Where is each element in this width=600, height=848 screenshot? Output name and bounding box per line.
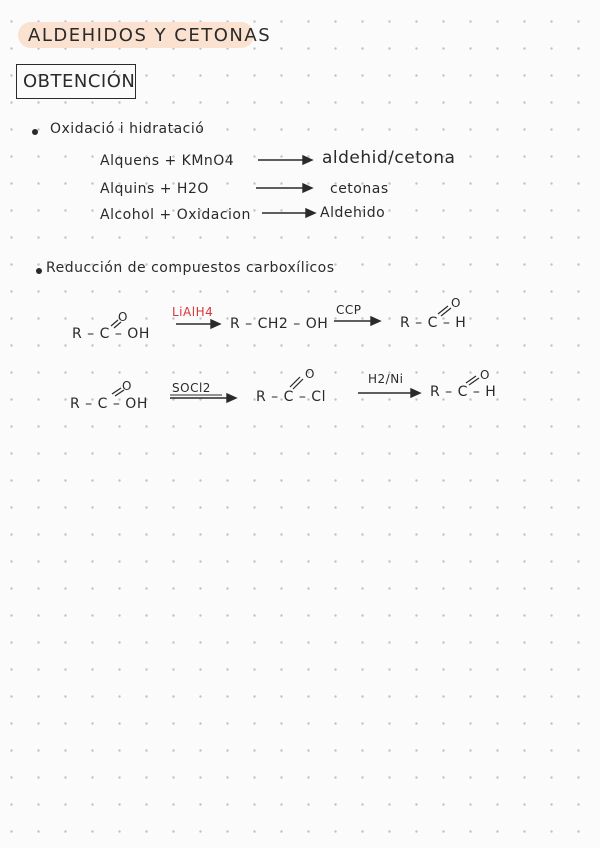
double-bond-mark: [469, 378, 479, 385]
scheme1-product: R – C – H: [400, 315, 467, 331]
scheme2-product: R – C – H: [430, 384, 497, 400]
arrow-head-icon: [303, 156, 312, 164]
reduction-bullet-label: Reducción de compuestos carboxílicos: [46, 260, 335, 276]
arrow-head-icon: [211, 320, 220, 328]
double-bond-mark: [293, 379, 303, 389]
scheme1-intermediate: R – CH2 – OH: [230, 316, 329, 332]
scheme2-reagent2: H2/Ni: [368, 372, 404, 386]
arrow-head-icon: [411, 389, 420, 397]
scheme1-product-oxygen: O: [451, 296, 461, 310]
reaction-reactant: Alcohol + Oxidacion: [100, 207, 251, 223]
double-bond-mark: [441, 308, 451, 316]
scheme1-reagent2: CCP: [336, 303, 362, 317]
double-bond-mark: [466, 376, 476, 383]
scheme2-intermediate: R – C – Cl: [256, 389, 326, 405]
arrow-head-icon: [227, 394, 236, 402]
scheme2-start: R – C – OH: [70, 396, 148, 412]
arrow-head-icon: [371, 317, 380, 325]
reaction-reactant: Alquins + H2O: [100, 181, 209, 197]
scheme2-start-oxygen: O: [122, 379, 132, 393]
scheme1-start: R – C – OH: [72, 326, 150, 342]
arrow-head-icon: [306, 209, 315, 217]
section-heading: OBTENCIÓN: [23, 71, 136, 92]
reaction-product: aldehid/cetona: [322, 148, 456, 168]
reaction-product: Aldehido: [320, 205, 386, 221]
page-title: ALDEHIDOS Y CETONAS: [28, 25, 272, 46]
double-bond-mark: [290, 377, 300, 387]
scheme2-product-oxygen: O: [480, 368, 490, 382]
reaction-reactant: Alquens + KMnO4: [100, 153, 235, 169]
scheme2-reagent1: SOCl2: [172, 381, 211, 395]
arrow-head-icon: [303, 184, 312, 192]
scheme2-intermediate-oxygen: O: [305, 367, 315, 381]
oxidation-bullet-label: Oxidació i hidratació: [50, 121, 205, 137]
double-bond-mark: [438, 306, 448, 314]
scheme1-reagent1: LiAlH4: [172, 305, 214, 319]
scheme1-start-oxygen: O: [118, 310, 128, 324]
reaction-product: cetonas: [330, 181, 389, 197]
